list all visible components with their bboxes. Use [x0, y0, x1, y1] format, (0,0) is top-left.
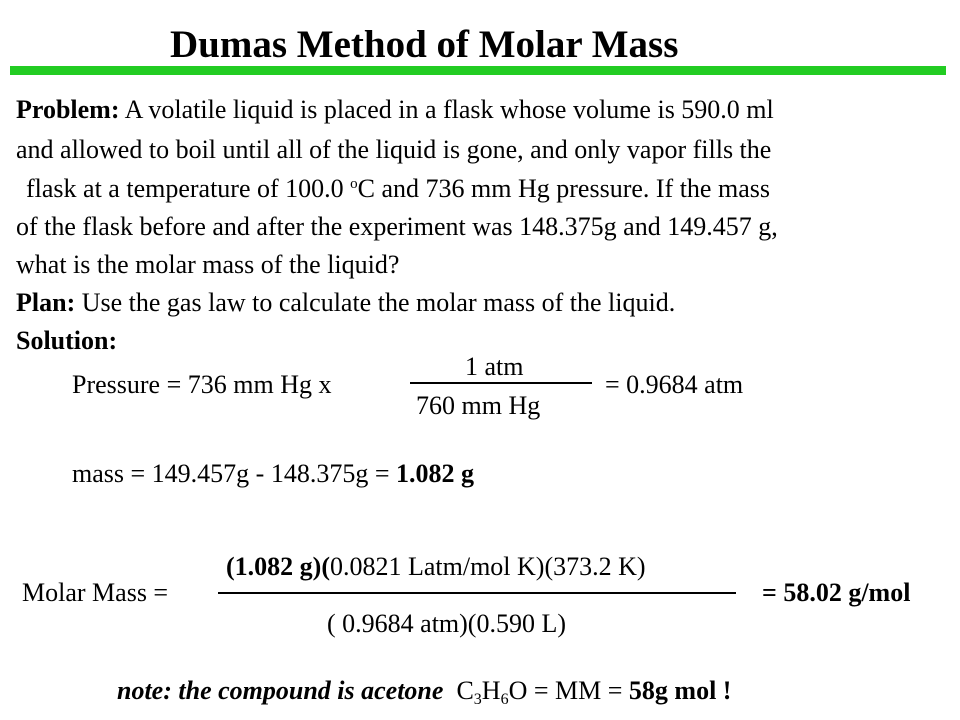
problem-line-3 — [26, 174, 770, 204]
formula-h-subscript: 6 — [500, 691, 509, 708]
note-line — [117, 676, 731, 709]
molar-mass-numerator-rest: 0.0821 Latm/mol K)(373.2 K) — [329, 552, 646, 581]
mass-line — [72, 459, 474, 489]
pressure-fraction-bar — [410, 382, 592, 384]
formula-c-subscript: 3 — [473, 691, 482, 708]
molar-mass-result: = 58.02 g/mol — [762, 578, 911, 607]
molar-mass-lhs: Molar Mass = — [22, 578, 169, 607]
mass-text: mass = 149.457g - 148.375g = — [72, 459, 396, 488]
problem-line-1 — [16, 95, 774, 125]
page-title: Dumas Method of Molar Mass — [170, 23, 679, 66]
problem-text-1: A volatile liquid is placed in a flask whose volume is 590.0 ml — [119, 95, 774, 124]
molar-mass-fraction-bar — [218, 592, 736, 594]
molar-mass-numerator-bold: (1.082 g)( — [226, 552, 330, 581]
problem-text-3b: C and 736 mm Hg pressure. If the mass — [357, 174, 770, 203]
problem-text-3a: flask at a temperature of 100.0 — [26, 174, 351, 203]
molar-mass-denominator: ( 0.9684 atm)(0.590 L) — [327, 609, 567, 638]
formula-h: H — [481, 676, 501, 705]
problem-label: Problem: — [16, 95, 120, 124]
pressure-numerator: 1 atm — [465, 352, 524, 381]
formula-rest: O = MM = — [508, 676, 629, 705]
plan-text: Use the gas law to calculate the molar mass of the liquid. — [75, 288, 676, 317]
molar-mass-numerator — [226, 552, 646, 582]
solution-label: Solution: — [16, 326, 118, 355]
title-underline-bar — [10, 66, 946, 75]
plan-line — [16, 288, 675, 318]
problem-line-5: what is the molar mass of the liquid? — [16, 250, 400, 279]
pressure-result: = 0.9684 atm — [605, 370, 744, 399]
problem-line-2: and allowed to boil until all of the liquid is gone, and only vapor fills the — [16, 135, 772, 164]
plan-label: Plan: — [16, 288, 76, 317]
note-result: 58g mol ! — [628, 676, 732, 705]
degree-symbol: o — [350, 176, 358, 192]
mass-result: 1.082 g — [395, 459, 474, 488]
formula-c: C — [456, 676, 474, 705]
pressure-lhs: Pressure = 736 mm Hg x — [72, 370, 332, 399]
note-italic-text: note: the compound is acetone — [117, 676, 444, 705]
problem-line-4: of the flask before and after the experiment was 148.375g and 149.457 g, — [16, 212, 778, 241]
pressure-denominator: 760 mm Hg — [416, 391, 541, 420]
